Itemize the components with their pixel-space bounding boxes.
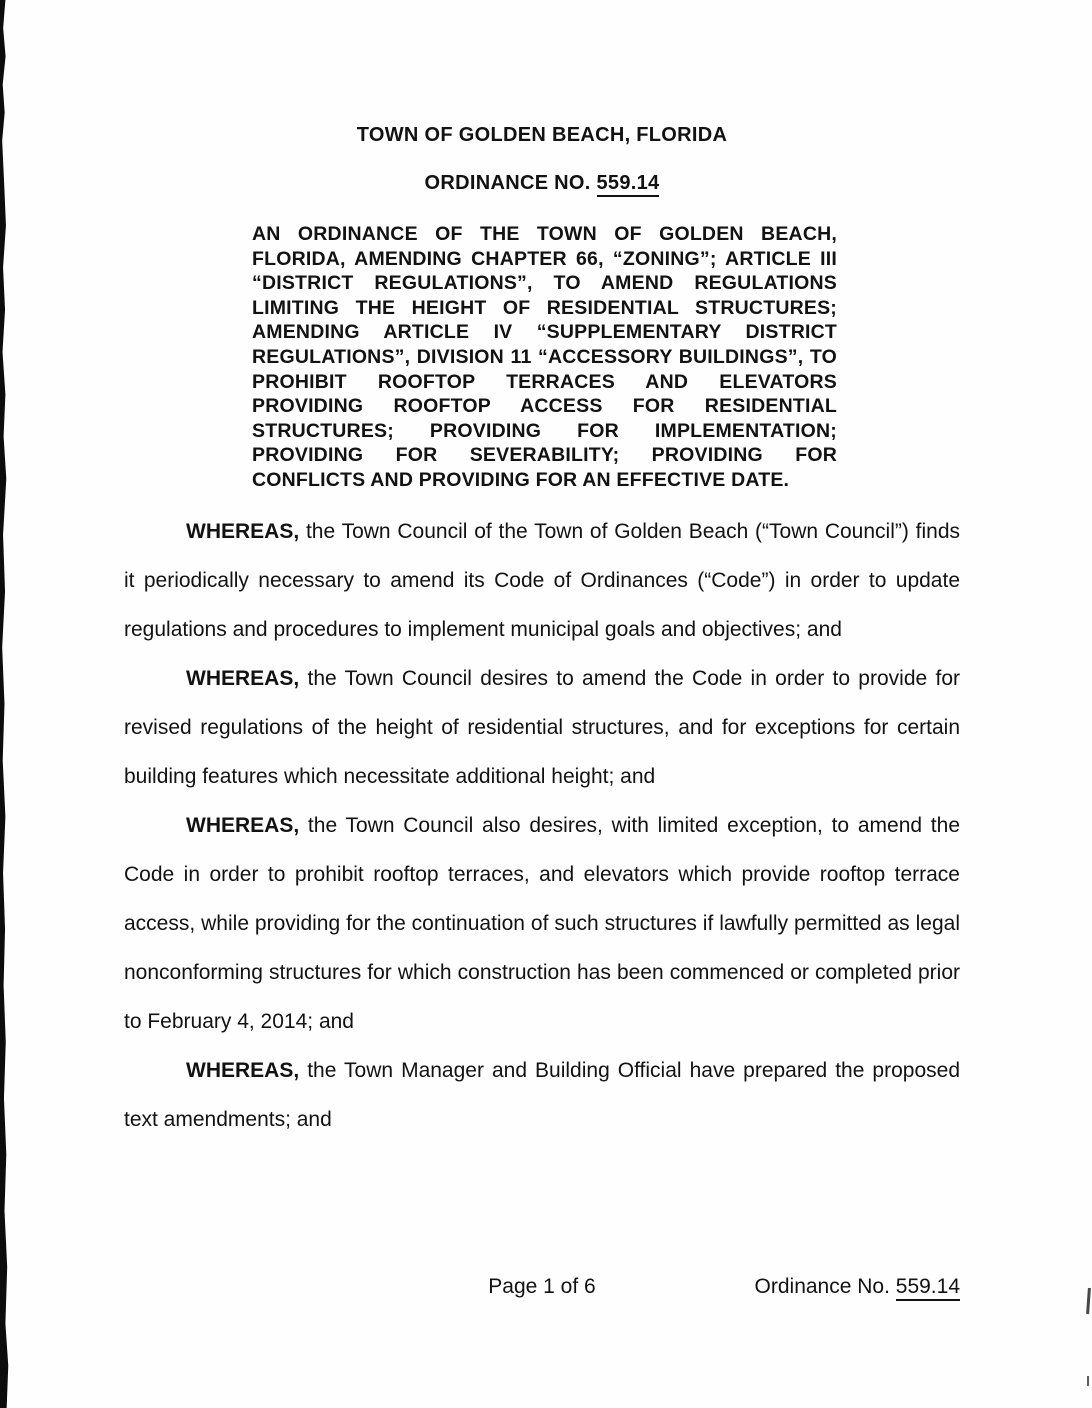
- document-body: [124, 0, 960, 1144]
- page-number-label: Page 1 of 6: [488, 1275, 596, 1298]
- whereas-lead: WHEREAS,: [186, 1058, 300, 1082]
- ordinance-summary: AN ORDINANCE OF THE TOWN OF GOLDEN BEACH, FLORIDA, AMENDING CHAPTER 66, “ZONING”; ARTICLE III “DISTRICT REGULATIONS”, TO AMEND REGULATIONS LIMITING THE HEIGHT OF RESIDENTIAL STRUCTURES; AMENDING ARTICLE IV “SUPPLEMENTARY DISTRICT REGULATIONS”, DIVISION 11 “ACCESSORY BUILDINGS”, TO PROHIBIT ROOFTOP TERRACES AND ELEVATORS PROVIDING ROOFTOP ACCESS FOR RESIDENTIAL STRUCTURES; PROVIDING FOR IMPLEMENTATION; PROVIDING FOR SEVERABILITY; PROVIDING FOR CONFLICTS AND PROVIDING FOR AN EFFECTIVE DATE.: [252, 223, 837, 491]
- whereas-text: the Town Council desires to amend the Code in order to provide for revised regulations of the height of residential structures, and for exceptions for certain building features which necessitate additional height; and: [124, 666, 960, 788]
- scan-speck-artifact: [1086, 1288, 1091, 1314]
- ordinance-number-underlined: 559.14: [597, 172, 660, 197]
- whereas-lead: WHEREAS,: [186, 666, 300, 690]
- whereas-lead: WHEREAS,: [186, 813, 300, 837]
- whereas-text: the Town Manager and Building Official have prepared the proposed text amendments; and: [124, 1058, 960, 1131]
- whereas-clauses: [124, 507, 960, 1144]
- footer-ordinance-prefix: Ordinance No.: [754, 1275, 896, 1298]
- ordinance-number-prefix: ORDINANCE NO.: [424, 172, 597, 194]
- whereas-lead: WHEREAS,: [186, 519, 300, 543]
- page-footer: [124, 1272, 960, 1304]
- document-title: TOWN OF GOLDEN BEACH, FLORIDA: [356, 124, 728, 146]
- whereas-text: the Town Council of the Town of Golden Beach (“Town Council”) finds it periodically necessary to amend its Code of Ordinances (“Code”) in order to update regulations and procedures to implement municipal goals and objectives; and: [124, 519, 960, 641]
- whereas-text: the Town Council also desires, with limited exception, to amend the Code in order to prohibit rooftop terraces, and elevators which provide rooftop terrace access, while providing for the continuation of such structures if lawfully permitted as legal nonconforming structures for which construction has been commenced or completed prior to February 4, 2014; and: [124, 813, 960, 1033]
- whereas-paragraph: [124, 654, 960, 801]
- whereas-paragraph: [124, 1046, 960, 1144]
- scan-speck-artifact: [1087, 1376, 1089, 1386]
- ordinance-number-heading: [124, 170, 960, 196]
- whereas-paragraph: [124, 801, 960, 1046]
- scan-edge-artifact: [0, 0, 9, 1408]
- footer-ordinance-number-underlined: 559.14: [896, 1275, 960, 1301]
- whereas-paragraph: [124, 507, 960, 654]
- footer-ordinance-label: [755, 1272, 960, 1302]
